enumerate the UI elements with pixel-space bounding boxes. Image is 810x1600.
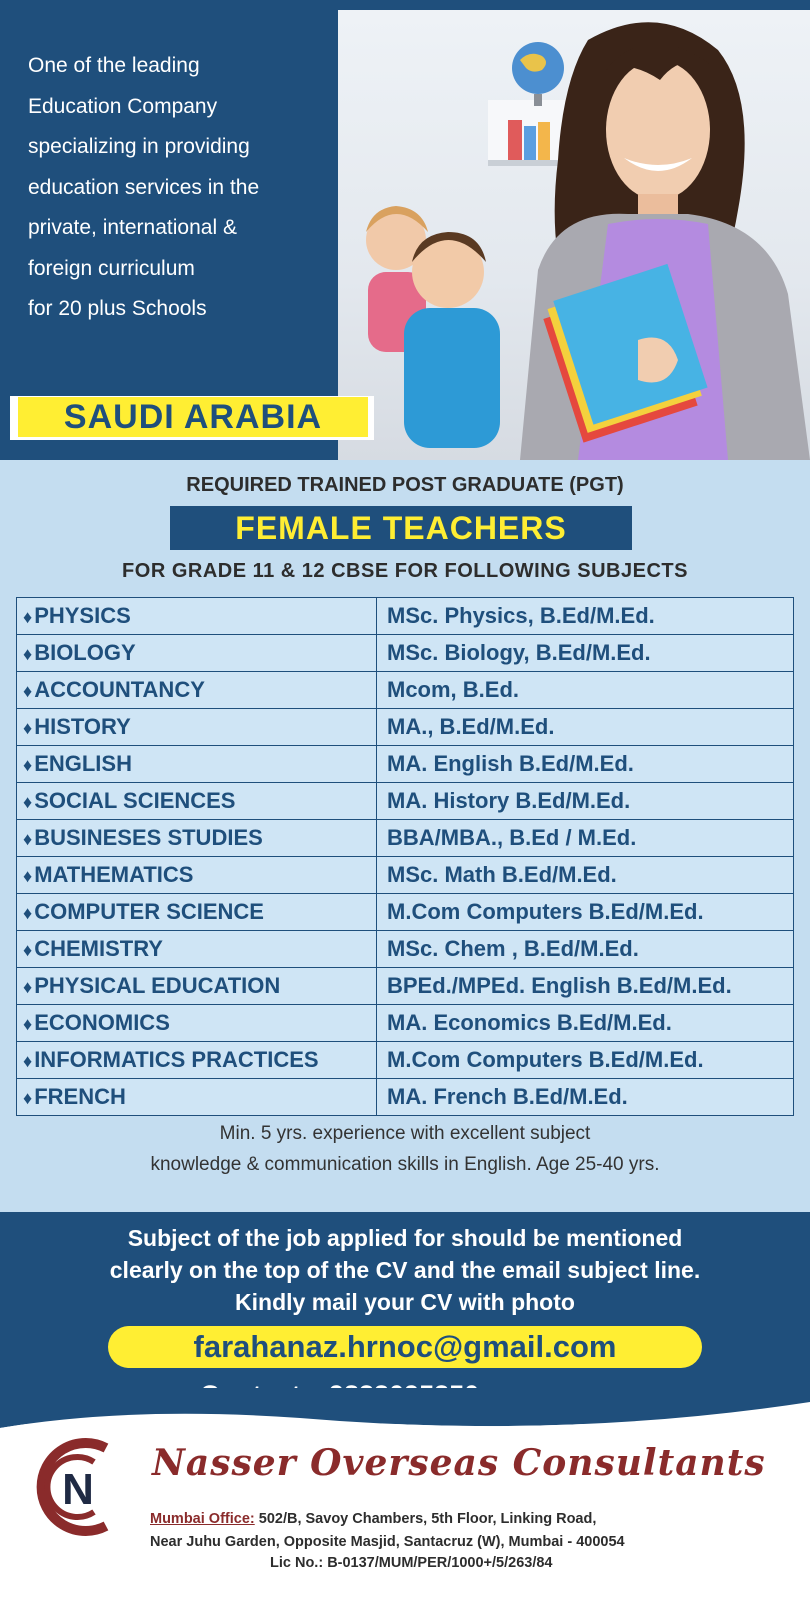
note-line: Min. 5 yrs. experience with excellent subject xyxy=(219,1123,591,1144)
license-number: Lic No.: B-0137/MUM/PER/1000+/5/263/84 xyxy=(270,1555,553,1571)
subject-cell xyxy=(17,968,377,1005)
email-address[interactable]: farahanaz.hrnoc@gmail.com xyxy=(193,1329,617,1364)
requirements-intro: REQUIRED TRAINED POST GRADUATE (PGT) xyxy=(186,474,624,496)
subject-cell xyxy=(17,598,377,635)
address-text: 502/B, Savoy Chambers, 5th Floor, Linking Road, xyxy=(258,1511,597,1527)
diamond-bullet-icon: ♦ xyxy=(23,792,33,812)
subject-cell xyxy=(17,931,377,968)
note-line: knowledge & communication skills in English. Age 25-40 yrs. xyxy=(150,1154,660,1175)
subject-cell xyxy=(17,1005,377,1042)
subject-row xyxy=(17,931,794,968)
intro-line: education services in the xyxy=(28,175,260,199)
qualification-cell: MSc. Chem , B.Ed/M.Ed. xyxy=(377,931,794,968)
intro-line: specializing in providing xyxy=(28,135,250,158)
diamond-bullet-icon: ♦ xyxy=(23,1051,33,1071)
subject-name: PHYSICS xyxy=(34,603,131,628)
subject-cell xyxy=(17,746,377,783)
apply-instructions xyxy=(0,1222,810,1318)
female-teachers-badge: FEMALE TEACHERS xyxy=(170,506,632,550)
diamond-bullet-icon: ♦ xyxy=(23,977,33,997)
qualification-cell: MA. History B.Ed/M.Ed. xyxy=(377,783,794,820)
subject-name: COMPUTER SCIENCE xyxy=(34,899,264,924)
subject-row xyxy=(17,1042,794,1079)
qualification-cell: MA., B.Ed/M.Ed. xyxy=(377,709,794,746)
diamond-bullet-icon: ♦ xyxy=(23,681,33,701)
subject-row xyxy=(17,783,794,820)
intro-line: private, international & xyxy=(28,216,237,239)
qualification-cell: Mcom, B.Ed. xyxy=(377,672,794,709)
subject-row xyxy=(17,1079,794,1116)
subject-row xyxy=(17,1005,794,1042)
intro-line: for 20 plus Schools xyxy=(28,297,207,320)
subject-row xyxy=(17,894,794,931)
apply-line: Subject of the job applied for should be mentioned xyxy=(127,1225,683,1251)
subject-name: ECONOMICS xyxy=(34,1010,170,1035)
subject-name: SOCIAL SCIENCES xyxy=(34,788,236,813)
subject-row xyxy=(17,709,794,746)
logo-letter: N xyxy=(62,1465,94,1514)
subject-row xyxy=(17,968,794,1005)
requirements-section xyxy=(0,460,810,1212)
subject-row xyxy=(17,857,794,894)
subject-name: ACCOUNTANCY xyxy=(34,677,205,702)
diamond-bullet-icon: ♦ xyxy=(23,940,33,960)
diamond-bullet-icon: ♦ xyxy=(23,755,33,775)
address-line-1 xyxy=(150,1508,625,1531)
subject-cell xyxy=(17,1042,377,1079)
apply-line: clearly on the top of the CV and the email subject line. xyxy=(109,1257,701,1283)
diamond-bullet-icon: ♦ xyxy=(23,1088,33,1108)
qualification-cell: MA. Economics B.Ed/M.Ed. xyxy=(377,1005,794,1042)
subject-name: BUSINESES STUDIES xyxy=(34,825,263,850)
intro-line: One of the leading xyxy=(28,54,200,77)
subject-cell xyxy=(17,635,377,672)
subject-name: MATHEMATICS xyxy=(34,862,194,887)
subject-row xyxy=(17,746,794,783)
email-link[interactable] xyxy=(108,1326,702,1368)
subject-row xyxy=(17,820,794,857)
hero-banner xyxy=(0,0,810,460)
qualification-cell: MSc. Physics, B.Ed/M.Ed. xyxy=(377,598,794,635)
diamond-bullet-icon: ♦ xyxy=(23,829,33,849)
address-line-2: Near Juhu Garden, Opposite Masjid, Santacruz (W), Mumbai - 400054 xyxy=(150,1534,625,1550)
intro-line: Education Company xyxy=(28,94,218,118)
country-badge xyxy=(10,396,374,440)
subject-cell xyxy=(17,857,377,894)
company-name: Nasser Overseas Consultants xyxy=(152,1442,766,1484)
diamond-bullet-icon: ♦ xyxy=(23,1014,33,1034)
qualification-cell: MSc. Math B.Ed/M.Ed. xyxy=(377,857,794,894)
subject-name: FRENCH xyxy=(34,1084,126,1109)
qualification-cell: M.Com Computers B.Ed/M.Ed. xyxy=(377,894,794,931)
subject-row xyxy=(17,635,794,672)
diamond-bullet-icon: ♦ xyxy=(23,607,33,627)
office-address xyxy=(150,1508,625,1554)
subject-row xyxy=(17,672,794,709)
diamond-bullet-icon: ♦ xyxy=(23,903,33,923)
qualification-cell: BPEd./MPEd. English B.Ed/M.Ed. xyxy=(377,968,794,1005)
hero-intro-text xyxy=(28,46,358,330)
country-label: SAUDI ARABIA xyxy=(18,397,368,437)
qualification-cell: BBA/MBA., B.Ed / M.Ed. xyxy=(377,820,794,857)
subjects-table xyxy=(16,597,794,1116)
subject-name: HISTORY xyxy=(34,714,131,739)
subject-name: ENGLISH xyxy=(34,751,132,776)
qualification-cell: MSc. Biology, B.Ed/M.Ed. xyxy=(377,635,794,672)
company-logo xyxy=(20,1432,130,1542)
diamond-bullet-icon: ♦ xyxy=(23,718,33,738)
subject-name: PHYSICAL EDUCATION xyxy=(34,973,281,998)
qualification-cell: MA. English B.Ed/M.Ed. xyxy=(377,746,794,783)
apply-line: Kindly mail your CV with photo xyxy=(235,1289,575,1315)
diamond-bullet-icon: ♦ xyxy=(23,644,33,664)
subject-cell xyxy=(17,783,377,820)
teacher-photo xyxy=(338,10,810,460)
subject-name: INFORMATICS PRACTICES xyxy=(34,1047,319,1072)
subject-cell xyxy=(17,1079,377,1116)
subject-cell xyxy=(17,709,377,746)
intro-line: foreign curriculum xyxy=(28,256,195,280)
subject-row xyxy=(17,598,794,635)
qualification-cell: M.Com Computers B.Ed/M.Ed. xyxy=(377,1042,794,1079)
qualification-cell: MA. French B.Ed/M.Ed. xyxy=(377,1079,794,1116)
subject-cell xyxy=(17,672,377,709)
office-label: Mumbai Office: xyxy=(150,1511,255,1527)
diamond-bullet-icon: ♦ xyxy=(23,866,33,886)
subject-cell xyxy=(17,894,377,931)
subject-cell xyxy=(17,820,377,857)
grade-line: FOR GRADE 11 & 12 CBSE FOR FOLLOWING SUBJECTS xyxy=(122,560,688,582)
requirements-note xyxy=(0,1118,810,1180)
subject-name: BIOLOGY xyxy=(34,640,136,665)
subject-name: CHEMISTRY xyxy=(34,936,163,961)
